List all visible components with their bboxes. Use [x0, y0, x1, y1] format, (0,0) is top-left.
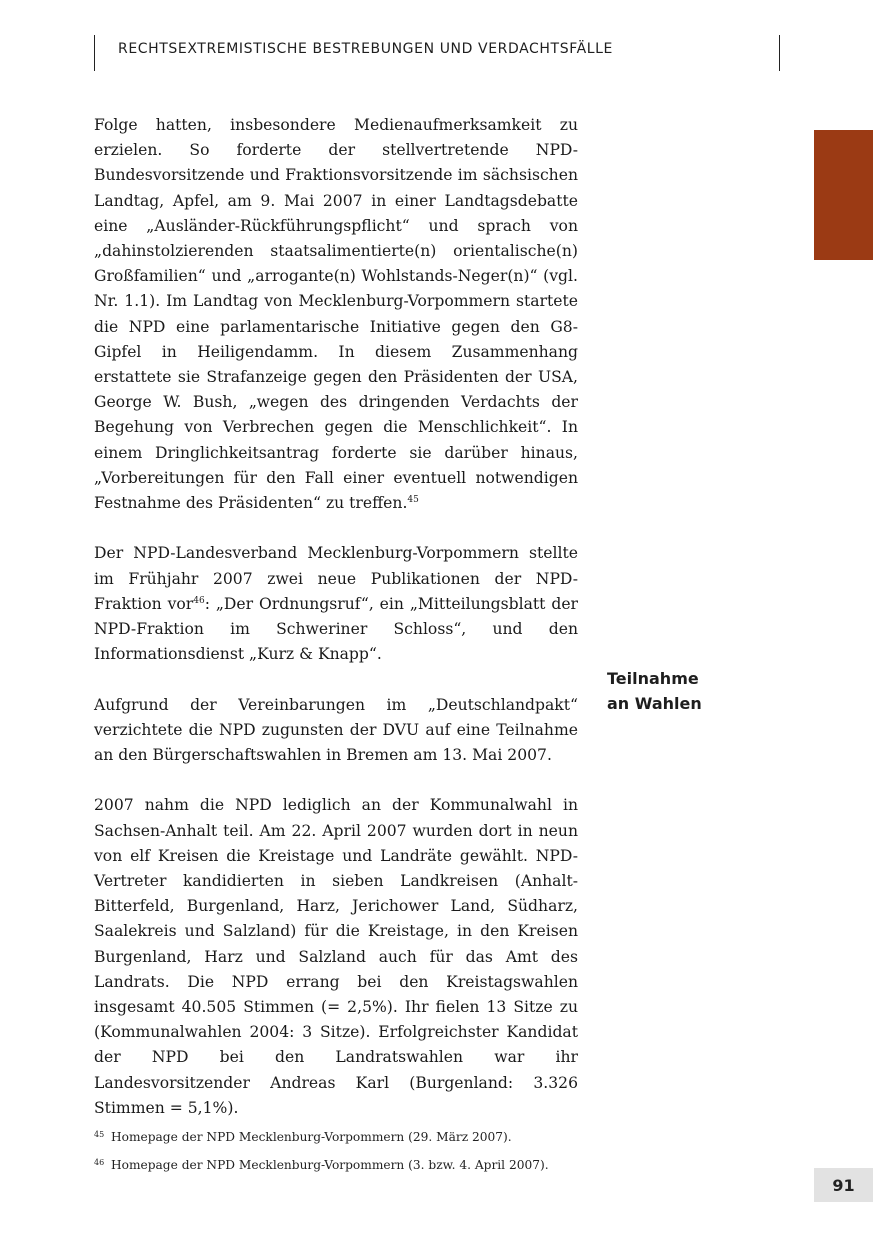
- footnote-text: Homepage der NPD Mecklenburg-Vorpommern (3. bzw. 4. April 2007).: [111, 1158, 549, 1172]
- paragraph-3: Aufgrund der Vereinbarungen im „Deutschlandpakt“ verzichtete die NPD zugunsten der DVU auf eine Teilnahme an den Bürgerschaftswahlen in Bremen am 13. Mai 2007.: [94, 695, 578, 765]
- margin-heading-wahlen: [607, 667, 737, 716]
- footnotes: [94, 1124, 694, 1180]
- footnote-text: Homepage der NPD Mecklenburg-Vorpommern (29. März 2007).: [111, 1130, 512, 1144]
- footnote-number: 45: [94, 1130, 105, 1139]
- footnote-45: [94, 1124, 694, 1152]
- margin-heading-line-2: an Wahlen: [607, 693, 702, 713]
- header-rule-left: [94, 35, 95, 71]
- paragraph-2: Der NPD-Landesverband Mecklenburg-Vorpommern stellte im Frühjahr 2007 zwei neue Publikationen der NPD-Fraktion vor$^{46}$: „Der Ordnungsruf“, ein „Mitteilungsblatt der NPD-Fraktion im Schweriner Schloss“, und den Informationsdienst „Kurz & Knapp“.: [94, 544, 578, 664]
- paragraph-1: Folge hatten, insbesondere Medienaufmerksamkeit zu erzielen. So forderte der stellvertretende NPD-Bundesvorsitzende und Fraktionsvorsitzende im sächsischen Landtag, Apfel, am 9. Mai 2007 in einer Landtagsdebatte eine „Ausländer-Rückführungspflicht“ und sprach von „dahinstolzierenden staatsalimentierte(n) orientalische(n) Großfamilien“ und „arrogante(n) Wohlstands-Neger(n)“ (vgl. Nr. 1.1). Im Landtag von Mecklenburg-Vorpommern startete die NPD eine parlamentarische Initiative gegen den G8-Gipfel in Heiligendamm. In diesem Zusammenhang erstattete sie Strafanzeige gegen den Präsidenten der USA, George W. Bush, „wegen des dringenden Verdachts der Begehung von Verbrechen gegen die Menschlichkeit“. In einem Dringlichkeitsantrag forderte sie darüber hinaus, „Vorbereitungen für den Fall einer eventuell notwendigen Festnahme des Präsidenten“ zu treffen.$^{45}$: [94, 116, 578, 513]
- footnote-ref-46[interactable]: 46: [193, 595, 205, 606]
- page-number: 91: [814, 1168, 873, 1202]
- chapter-thumb-tab: [814, 130, 873, 260]
- footnote-46: [94, 1152, 694, 1180]
- margin-heading-line-1: Teilnahme: [607, 669, 699, 688]
- footnote-ref-45[interactable]: 45: [407, 495, 419, 506]
- footnote-number: 46: [94, 1158, 105, 1167]
- running-header-title: RECHTSEXTREMISTISCHE BESTREBUNGEN UND VERDACHTSFÄLLE: [118, 41, 613, 57]
- paragraph-4: 2007 nahm die NPD lediglich an der Kommunalwahl in Sachsen-Anhalt teil. Am 22. April 2007 wurden dort in neun von elf Kreisen die Kreistage und Landräte gewählt. NPD-Vertreter kandidierten in sieben Landkreisen (Anhalt-Bitterfeld, Burgenland, Harz, Jerichower Land, Südharz, Saalekreis und Salzland) für die Kreistage, in den Kreisen Burgenland, Harz und Salzland auch für das Amt des Landrats. Die NPD errang bei den Kreistagswahlen insgesamt 40.505 Stimmen (= 2,5%). Ihr fielen 13 Sitze zu (Kommunalwahlen 2004: 3 Sitze). Erfolgreichster Kandidat der NPD bei den Landratswahlen war ihr Landesvorsitzender Andreas Karl (Burgenland: 3.326 Stimmen = 5,1%).: [94, 796, 578, 1117]
- body-text-column: [94, 113, 578, 1146]
- header-rule-right: [779, 35, 780, 71]
